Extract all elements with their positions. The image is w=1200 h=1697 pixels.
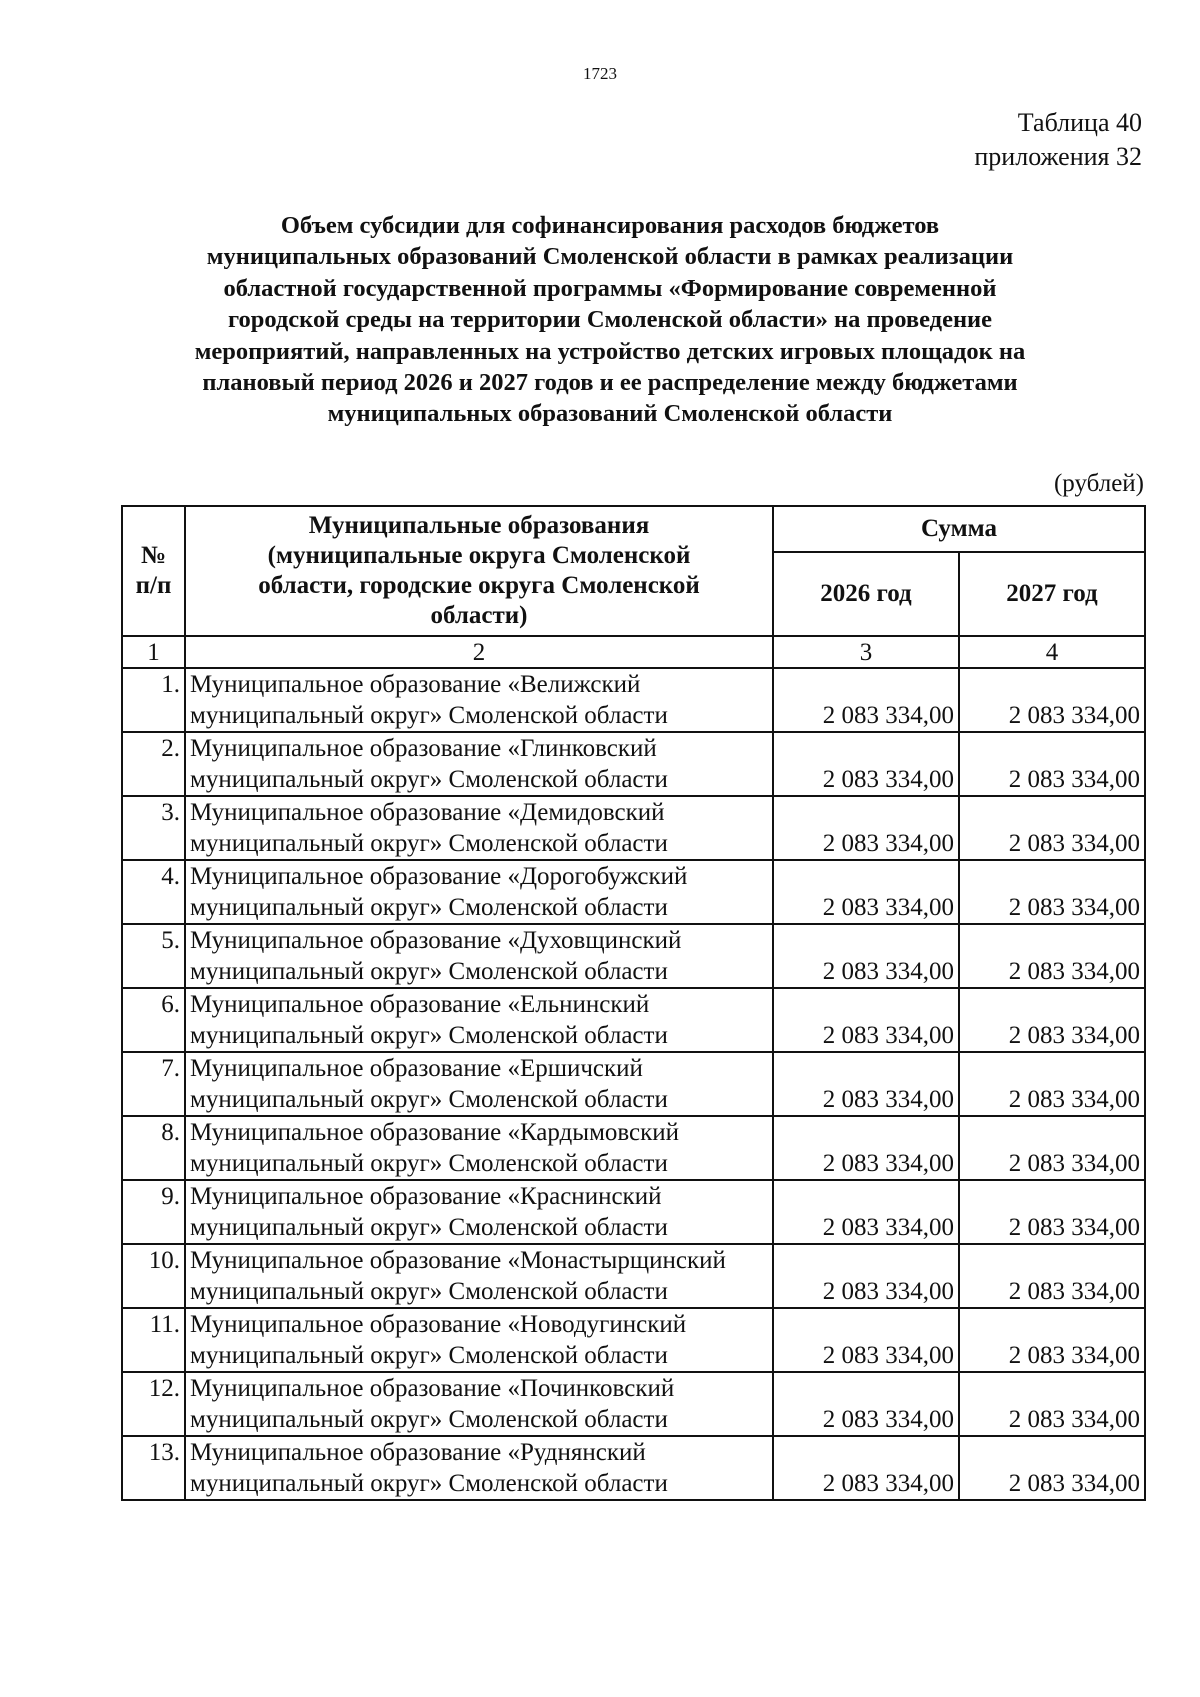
row-number: 7. — [122, 1052, 185, 1116]
row-number: 12. — [122, 1372, 185, 1436]
amount-2026: 2 083 334,00 — [773, 1180, 959, 1244]
table-number: Таблица 40 — [1017, 108, 1142, 137]
row-number: 2. — [122, 732, 185, 796]
amount-2027: 2 083 334,00 — [959, 796, 1145, 860]
table-row — [122, 1052, 1145, 1116]
row-number: 6. — [122, 988, 185, 1052]
amount-2027: 2 083 334,00 — [959, 1436, 1145, 1500]
document-title — [130, 210, 1090, 430]
amount-2027: 2 083 334,00 — [959, 1116, 1145, 1180]
column-index-row — [122, 636, 1145, 668]
row-number: 9. — [122, 1180, 185, 1244]
municipality-name: Муниципальное образование «Демидовский муниципальный округ» Смоленской области — [185, 796, 773, 860]
column-index: 4 — [959, 636, 1145, 668]
units-label: (рублей) — [1053, 470, 1144, 497]
row-number: 11. — [122, 1308, 185, 1372]
title-line: муниципальных образований Смоленской области — [327, 400, 893, 428]
header-sum: Сумма — [773, 506, 1145, 552]
header-name: Муниципальные образования (муниципальные округа Смоленской области, городские округа Смоленской области) — [185, 506, 773, 636]
amount-2026: 2 083 334,00 — [773, 1308, 959, 1372]
title-line: муниципальных образований Смоленской области в рамках реализации — [206, 243, 1014, 271]
table-reference — [974, 106, 1142, 174]
municipality-name: Муниципальное образование «Велижский муниципальный округ» Смоленской области — [185, 668, 773, 732]
header-num: № п/п — [122, 506, 185, 636]
municipality-name: Муниципальное образование «Починковский муниципальный округ» Смоленской области — [185, 1372, 773, 1436]
amount-2027: 2 083 334,00 — [959, 668, 1145, 732]
municipality-name: Муниципальное образование «Ершичский муниципальный округ» Смоленской области — [185, 1052, 773, 1116]
table-row — [122, 732, 1145, 796]
table-row — [122, 988, 1145, 1052]
row-number: 10. — [122, 1244, 185, 1308]
amount-2027: 2 083 334,00 — [959, 1052, 1145, 1116]
table-body — [122, 636, 1145, 1500]
municipality-name: Муниципальное образование «Кардымовский муниципальный округ» Смоленской области — [185, 1116, 773, 1180]
table-row — [122, 860, 1145, 924]
amount-2026: 2 083 334,00 — [773, 1244, 959, 1308]
row-number: 3. — [122, 796, 185, 860]
amount-2026: 2 083 334,00 — [773, 732, 959, 796]
row-number: 1. — [122, 668, 185, 732]
column-index: 1 — [122, 636, 185, 668]
table-row — [122, 1244, 1145, 1308]
column-index: 2 — [185, 636, 773, 668]
municipality-name: Муниципальное образование «Глинковский муниципальный округ» Смоленской области — [185, 732, 773, 796]
amount-2027: 2 083 334,00 — [959, 924, 1145, 988]
table-row — [122, 1180, 1145, 1244]
row-number: 13. — [122, 1436, 185, 1500]
amount-2026: 2 083 334,00 — [773, 796, 959, 860]
amount-2027: 2 083 334,00 — [959, 1180, 1145, 1244]
amount-2027: 2 083 334,00 — [959, 1244, 1145, 1308]
amount-2026: 2 083 334,00 — [773, 1372, 959, 1436]
title-line: мероприятий, направленных на устройство детских игровых площадок на — [194, 337, 1026, 365]
row-number: 5. — [122, 924, 185, 988]
amount-2026: 2 083 334,00 — [773, 988, 959, 1052]
title-line: областной государственной программы «Формирование современной — [223, 274, 997, 302]
amount-2026: 2 083 334,00 — [773, 860, 959, 924]
municipality-name: Муниципальное образование «Краснинский муниципальный округ» Смоленской области — [185, 1180, 773, 1244]
table-row — [122, 924, 1145, 988]
table-row — [122, 1308, 1145, 1372]
table-row — [122, 1372, 1145, 1436]
municipality-name: Муниципальное образование «Духовщинский муниципальный округ» Смоленской области — [185, 924, 773, 988]
table-row — [122, 1116, 1145, 1180]
amount-2027: 2 083 334,00 — [959, 988, 1145, 1052]
table-row — [122, 1436, 1145, 1500]
amount-2026: 2 083 334,00 — [773, 1052, 959, 1116]
row-number: 4. — [122, 860, 185, 924]
amount-2027: 2 083 334,00 — [959, 1372, 1145, 1436]
amount-2027: 2 083 334,00 — [959, 732, 1145, 796]
municipality-name: Муниципальное образование «Руднянский муниципальный округ» Смоленской области — [185, 1436, 773, 1500]
municipality-name: Муниципальное образование «Новодугинский муниципальный округ» Смоленской области — [185, 1308, 773, 1372]
header-year-2027: 2027 год — [959, 552, 1145, 636]
municipality-name: Муниципальное образование «Ельнинский муниципальный округ» Смоленской области — [185, 988, 773, 1052]
amount-2026: 2 083 334,00 — [773, 1116, 959, 1180]
table-row — [122, 668, 1145, 732]
municipality-name: Муниципальное образование «Монастырщинский муниципальный округ» Смоленской области — [185, 1244, 773, 1308]
municipality-name: Муниципальное образование «Дорогобужский муниципальный округ» Смоленской области — [185, 860, 773, 924]
row-number: 8. — [122, 1116, 185, 1180]
subsidy-table — [121, 505, 1146, 1501]
title-line: Объем субсидии для софинансирования расходов бюджетов — [280, 212, 940, 239]
table-row — [122, 796, 1145, 860]
amount-2027: 2 083 334,00 — [959, 1308, 1145, 1372]
header-year-2026: 2026 год — [773, 552, 959, 636]
page-number: 1723 — [583, 64, 617, 83]
amount-2026: 2 083 334,00 — [773, 668, 959, 732]
amount-2027: 2 083 334,00 — [959, 860, 1145, 924]
title-line: плановый период 2026 и 2027 годов и ее распределение между бюджетами — [202, 369, 1018, 397]
amount-2026: 2 083 334,00 — [773, 924, 959, 988]
title-line: городской среды на территории Смоленской области» на проведение — [227, 306, 993, 334]
appendix-number: приложения 32 — [974, 142, 1142, 171]
column-index: 3 — [773, 636, 959, 668]
amount-2026: 2 083 334,00 — [773, 1436, 959, 1500]
